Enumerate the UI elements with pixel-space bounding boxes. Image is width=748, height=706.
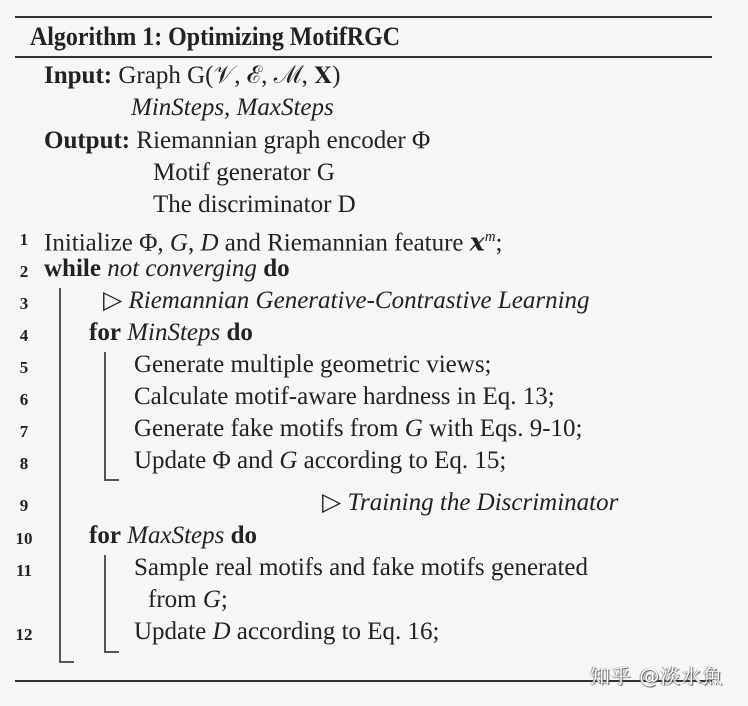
for-minsteps-block-foot [104,479,119,481]
keyword-do: do [263,255,290,282]
line-number: 5 [19,358,29,377]
output-item-1: Motif generator G [153,159,335,186]
superscript-m: m [484,229,496,245]
step-initialize [44,222,503,258]
input-label: Input: [44,62,113,89]
condition: not converging [107,255,257,282]
for-minsteps-block-bar [104,352,106,480]
step-sample-motifs-cont [148,585,228,615]
var-d: D [200,229,219,257]
for-maxsteps-block-bar [104,555,106,652]
step-for-maxsteps [89,521,257,551]
output-label: Output: [44,127,131,154]
keyword-for: for [89,319,121,346]
text: , [187,229,201,257]
text: and Riemannian feature [218,229,470,257]
var-x: 𝒙 [469,229,485,257]
text: from [148,586,203,613]
line-number: 6 [19,390,29,409]
comment-discriminator [322,488,618,518]
keyword-do: do [226,319,253,346]
for-maxsteps-block-foot [104,651,119,653]
line-number: 10 [15,529,33,548]
text: Update [134,618,213,645]
text: Initialize Φ, [44,229,170,257]
output-line [44,126,430,156]
text: according to Eq. 16; [230,618,440,645]
condition: MinSteps [127,319,221,346]
while-block-foot [59,661,74,663]
text: ; [495,229,503,257]
line-number: 1 [19,230,29,249]
line-number: 8 [19,454,29,473]
line-number: 11 [15,561,33,580]
comment-rgcl [103,286,590,316]
step-generate-views: Generate multiple geometric views; [134,351,492,378]
var-d: D [212,618,231,645]
input-graph: Graph G(𝒱, ℰ, ℳ, 𝐗) [118,62,341,89]
output-item-2: The discriminator D [153,191,356,218]
step-for-minsteps [89,318,253,348]
step-sample-motifs: Sample real motifs and fake motifs generated [134,554,589,581]
line-number: 9 [19,496,29,515]
var-g: G [404,415,423,442]
var-g: G [279,447,298,474]
line-number: 4 [19,326,29,345]
line-number: 7 [19,422,29,441]
title-rule [15,56,712,58]
algorithm-title: Algorithm 1: Optimizing MotifRGC [30,22,401,51]
text: ; [220,586,228,613]
line-number: 2 [19,262,29,281]
text: Update Φ and [134,447,280,474]
comment-text: ▷ Riemannian Generative-Contrastive Learning [103,287,590,314]
text: Generate fake motifs from [134,415,405,442]
line-number: 3 [19,294,29,313]
var-g: G [169,229,188,257]
condition: MaxSteps [127,522,225,549]
text: with Eqs. 9-10; [422,415,583,442]
step-calc-hardness: Calculate motif-aware hardness in Eq. 13; [134,383,555,410]
step-generate-fake [134,414,583,444]
var-g: G [202,586,221,613]
input-steps [131,93,334,123]
line-number: 12 [15,625,33,644]
comment-text: ▷ Training the Discriminator [322,489,619,516]
step-update-d [134,617,440,647]
text: according to Eq. 15; [297,447,507,474]
keyword-while: while [44,255,101,282]
keyword-for: for [89,522,121,549]
step-while [44,254,290,284]
while-block-bar [59,288,61,662]
step-update-phi-g [134,446,506,476]
input-steps-text: MinSteps, MaxSteps [131,94,334,121]
output-item-0: Riemannian graph encoder Φ [136,127,431,154]
input-line [44,61,340,91]
watermark: 知乎 @淡水魚 [590,664,724,688]
keyword-do: do [230,522,258,549]
